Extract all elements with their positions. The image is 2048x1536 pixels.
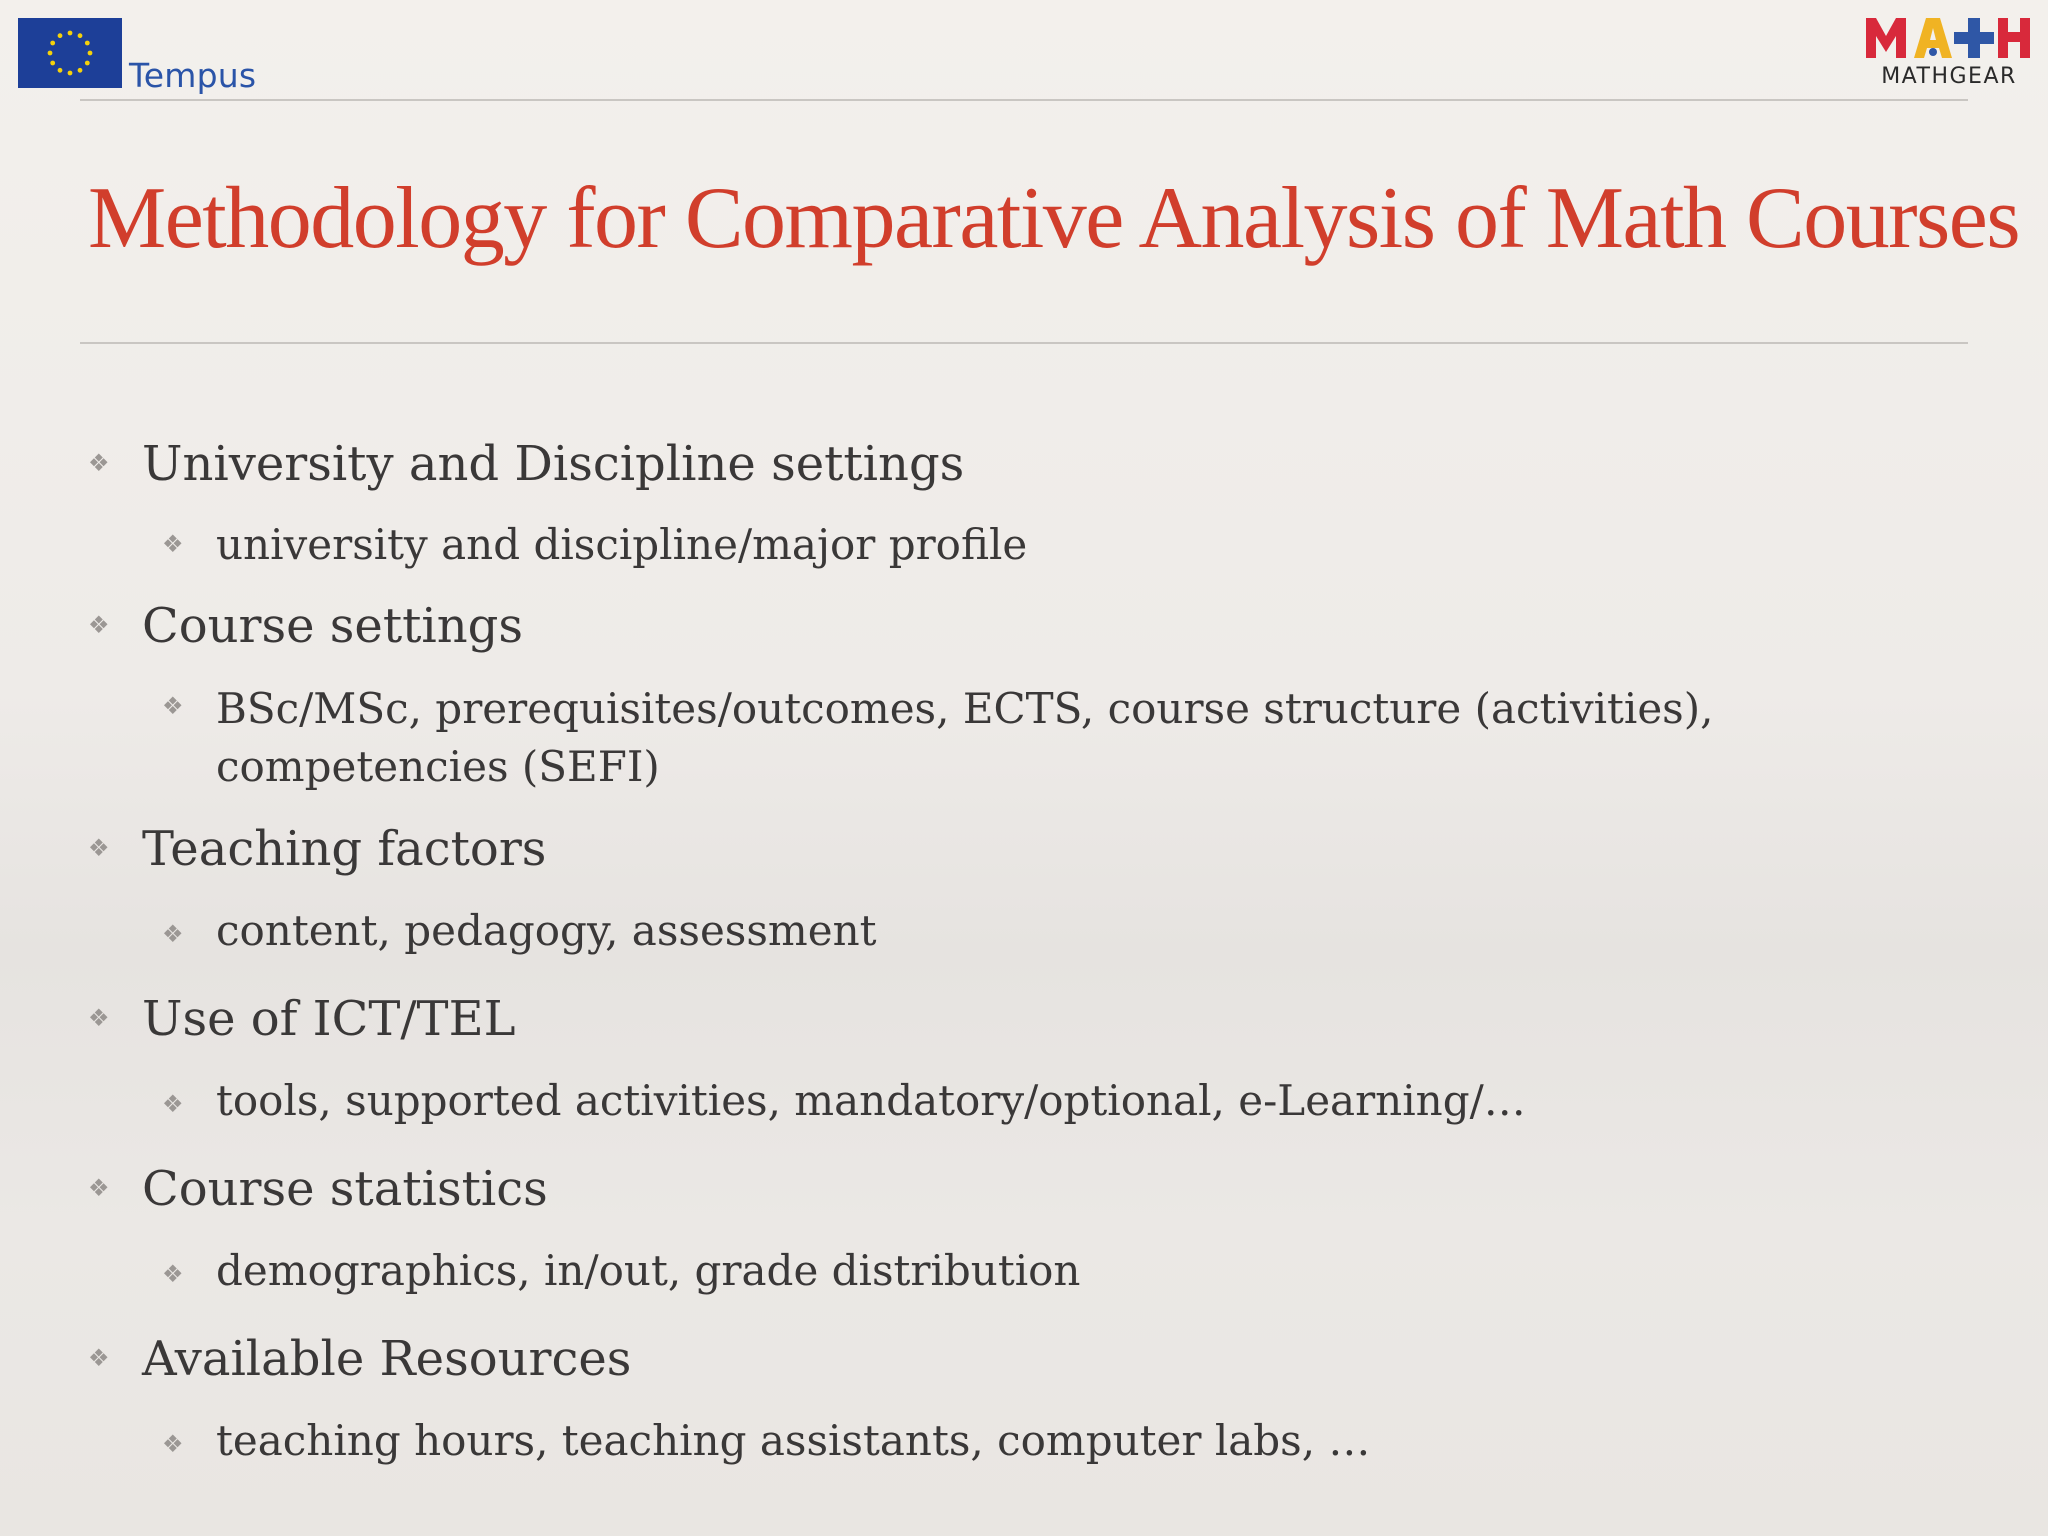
- list-item-heading: Course settings: [142, 598, 524, 654]
- title-divider: [80, 342, 1968, 344]
- mathgear-logo-icon: [1864, 14, 2034, 60]
- header-divider: [80, 99, 1968, 101]
- list-item-heading: Available Resources: [142, 1331, 632, 1387]
- list-item-detail: BSc/MSc, prerequisites/outcomes, ECTS, course structure (activities), competencies (SEFI): [216, 684, 1714, 791]
- bullet-icon: ❖: [88, 611, 110, 639]
- list-item-detail: university and discipline/major profile: [216, 520, 1028, 569]
- list-item-heading: Course statistics: [142, 1161, 548, 1217]
- bullet-icon: ❖: [88, 449, 110, 477]
- slide-title: Methodology for Comparative Analysis of Math Courses: [88, 170, 2020, 267]
- eu-flag-icon: [18, 18, 122, 88]
- bullet-icon: ❖: [88, 1004, 110, 1032]
- mathgear-label: MATHGEAR: [1881, 64, 2017, 89]
- list-item-heading: Teaching factors: [142, 821, 547, 877]
- mathgear-logo: [1864, 14, 2034, 90]
- list-item-heading: Use of ICT/TEL: [142, 991, 516, 1047]
- bullet-icon: ❖: [162, 530, 184, 558]
- list-item-heading: University and Discipline settings: [142, 436, 965, 492]
- list-item-detail: tools, supported activities, mandatory/optional, e-Learning/…: [216, 1076, 1526, 1125]
- tempus-label: Tempus: [129, 56, 257, 95]
- bullet-icon: ❖: [162, 920, 184, 948]
- bullet-icon: ❖: [162, 1090, 184, 1118]
- list-item-detail: teaching hours, teaching assistants, computer labs, …: [216, 1416, 1371, 1465]
- bullet-icon: ❖: [88, 1344, 110, 1372]
- bullet-icon: ❖: [162, 1260, 184, 1288]
- bullet-icon: ❖: [88, 1174, 110, 1202]
- list-item-detail: demographics, in/out, grade distribution: [216, 1246, 1081, 1295]
- bullet-icon: ❖: [162, 1430, 184, 1458]
- list-item-detail: content, pedagogy, assessment: [216, 906, 877, 955]
- bullet-icon: ❖: [88, 834, 110, 862]
- bullet-icon: ❖: [162, 692, 184, 720]
